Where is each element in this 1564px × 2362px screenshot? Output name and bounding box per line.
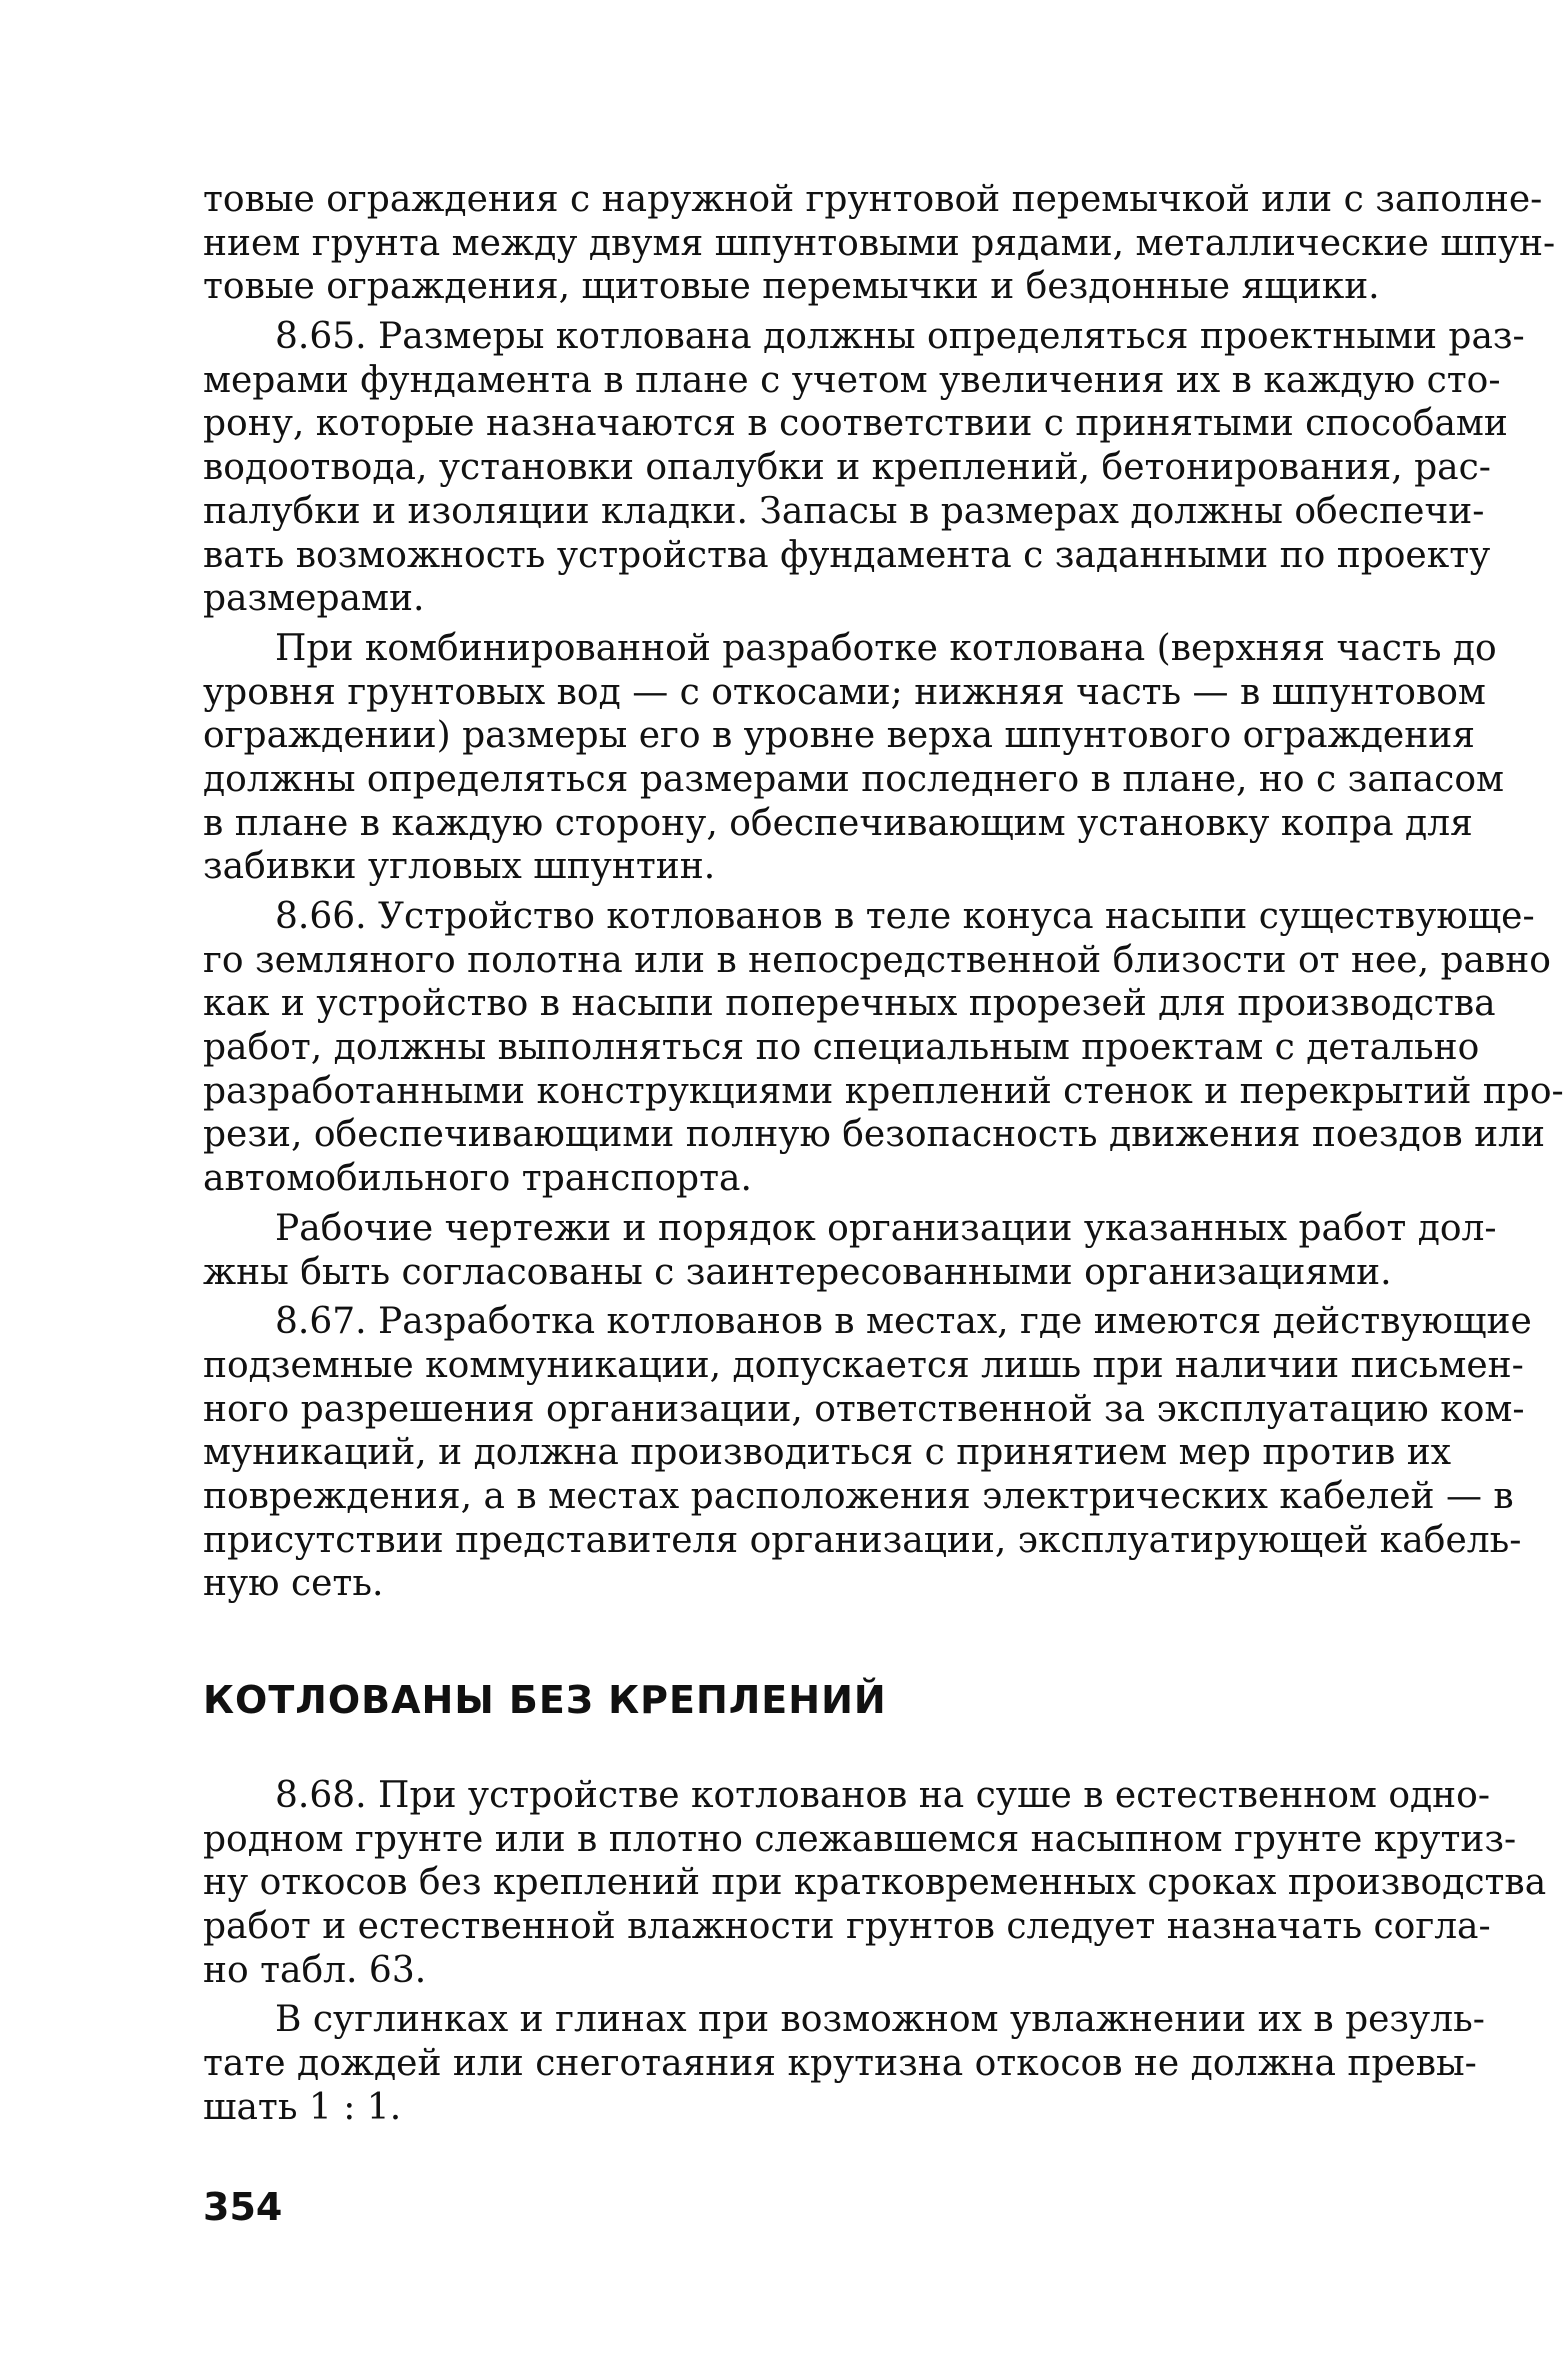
text-line: 8.65. Размеры котлована должны определяться проектными раз-	[275, 316, 1525, 358]
text-line: ну откосов без креплений при кратковременных сроках производства	[203, 1862, 1547, 1904]
text-line: ограждении) размеры его в уровне верха шпунтового ограждения	[203, 715, 1475, 757]
text-line: но табл. 63.	[203, 1949, 427, 1991]
text-line: подземные коммуникации, допускается лишь при наличии письмен-	[203, 1344, 1524, 1386]
text-line: 8.66. Устройство котлованов в теле конуса насыпи существующе-	[275, 896, 1535, 937]
text-line: ного разрешения организации, ответственной за эксплуатацию ком-	[203, 1388, 1525, 1430]
text-line: рону, которые назначаются в соответствии с принятыми способами	[203, 403, 1508, 445]
text-line: палубки и изоляции кладки. Запасы в размерах должны обеспечи-	[203, 490, 1485, 532]
text-line: го земляного полотна или в непосредственной близости от нее, равно	[203, 939, 1551, 981]
text-line: должны определяться размерами последнего в плане, но с запасом	[203, 758, 1504, 800]
text-line: Рабочие чертежи и порядок организации указанных работ дол-	[275, 1207, 1497, 1249]
text-line: в плане в каждую сторону, обеспечивающим установку копра для	[203, 802, 1473, 844]
paragraph	[203, 1998, 1485, 2129]
text-line: присутствии представителя организации, эксплуатирующей кабель-	[203, 1519, 1522, 1561]
paragraph	[203, 178, 1556, 309]
page-number: 354	[203, 2185, 283, 2229]
paragraph	[203, 315, 1525, 621]
text-line: 8.67. Разработка котлованов в местах, где имеются действующие	[275, 1301, 1532, 1343]
text-line: При комбинированной разработке котлована (верхняя часть до	[275, 627, 1497, 669]
section-title: КОТЛОВАНЫ БЕЗ КРЕПЛЕНИЙ	[203, 1678, 887, 1722]
text-line: уровня грунтовых вод — с откосами; нижняя часть — в шпунтовом	[203, 671, 1486, 713]
text-block-top	[203, 178, 1564, 1606]
text-line: работ и естественной влажности грунтов следует назначать согла-	[203, 1906, 1491, 1948]
text-line: В суглинках и глинах при возможном увлажнении их в резуль-	[275, 1999, 1485, 2041]
text-line: родном грунте или в плотно слежавшемся насыпном грунте крутиз-	[203, 1818, 1517, 1860]
paragraph	[203, 1774, 1547, 1992]
text-line: тате дождей или снеготаяния крутизна откосов не должна превы-	[203, 2043, 1477, 2085]
text-line: размерами.	[203, 578, 425, 620]
text-line: шать 1 : 1.	[203, 2086, 402, 2128]
text-block-bottom	[203, 1774, 1547, 2130]
text-line: разработанными конструкциями креплений стенок и перекрытий про-	[203, 1070, 1564, 1112]
paragraph	[203, 1300, 1532, 1606]
text-line: рези, обеспечивающими полную безопасность движения поездов или	[203, 1114, 1545, 1156]
text-line: жны быть согласованы с заинтересованными организациями.	[203, 1251, 1392, 1293]
page-body	[203, 178, 1564, 2130]
text-line: товые ограждения с наружной грунтовой перемычкой или с заполне-	[203, 179, 1543, 220]
paragraph	[203, 895, 1564, 1201]
text-line: повреждения, а в местах расположения электрических кабелей — в	[203, 1475, 1514, 1517]
text-line: вать возможность устройства фундамента с заданными по проекту	[203, 534, 1491, 576]
text-line: ную сеть.	[203, 1563, 384, 1605]
text-line: работ, должны выполняться по специальным проектам с детально	[203, 1027, 1480, 1069]
text-line: товые ограждения, щитовые перемычки и бездонные ящики.	[203, 266, 1380, 308]
text-line: как и устройство в насыпи поперечных прорезей для производства	[203, 983, 1496, 1025]
paragraph	[203, 627, 1504, 889]
text-line: автомобильного транспорта.	[203, 1158, 752, 1200]
text-line: мерами фундамента в плане с учетом увеличения их в каждую сто-	[203, 359, 1501, 401]
text-line: 8.68. При устройстве котлованов на суше в естественном одно-	[275, 1775, 1491, 1816]
text-line: водоотвода, установки опалубки и креплений, бетонирования, рас-	[203, 447, 1491, 489]
text-line: забивки угловых шпунтин.	[203, 846, 716, 888]
paragraph	[203, 1207, 1497, 1294]
text-line: нием грунта между двумя шпунтовыми рядами, металлические шпун-	[203, 222, 1556, 264]
text-line: муникаций, и должна производиться с принятием мер против их	[203, 1432, 1452, 1474]
